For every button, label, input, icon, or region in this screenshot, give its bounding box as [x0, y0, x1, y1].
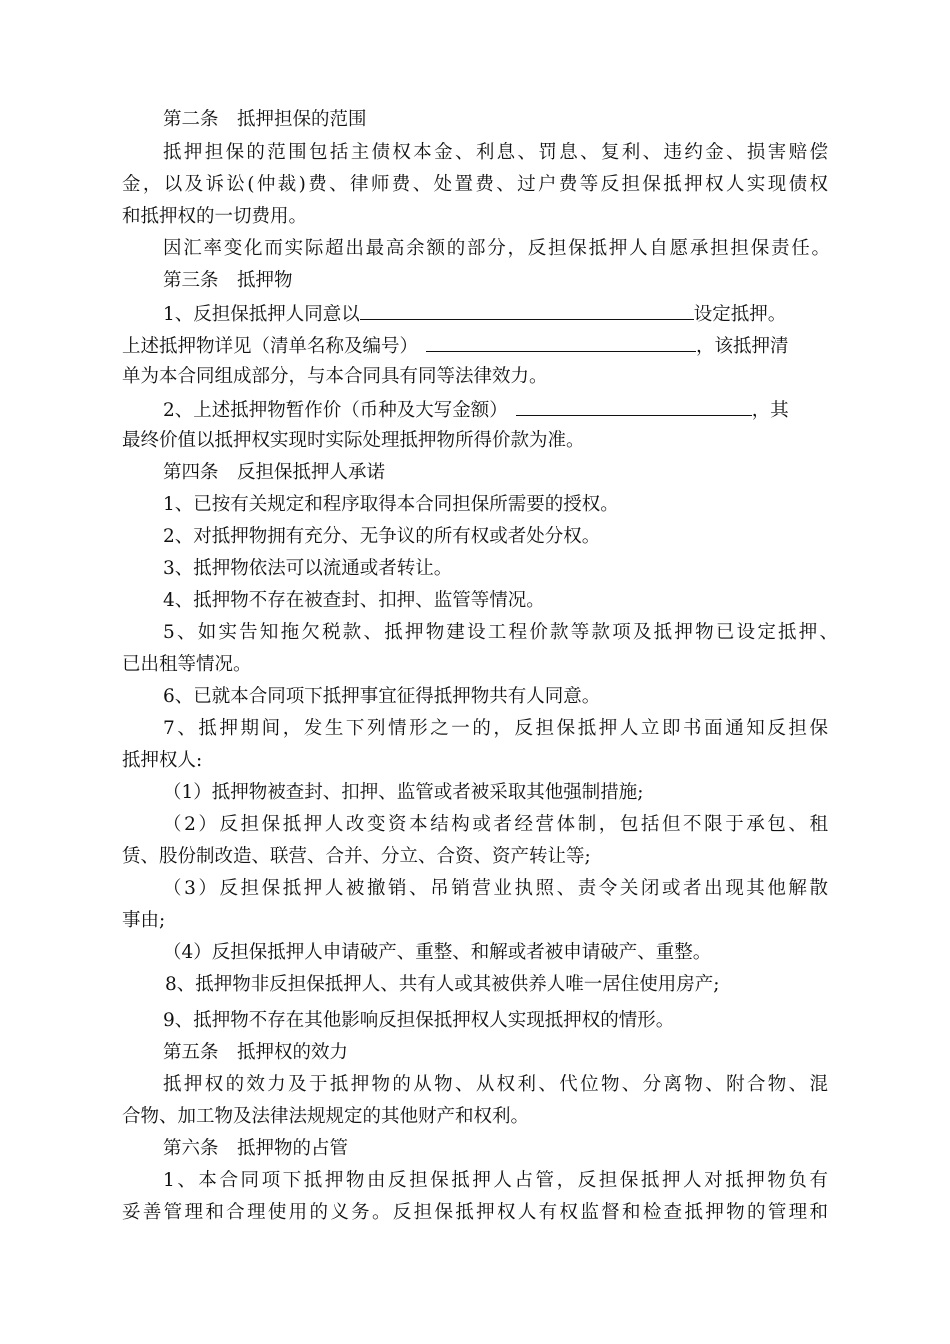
list-item: 5、如实告知拖欠税款、抵押物建设工程价款等款项及抵押物已设定抵押、	[163, 622, 838, 643]
sub-item-cont: 事由;	[122, 910, 166, 931]
article-3-item-2	[163, 397, 789, 423]
paragraph-line: 金，以及诉讼(仲裁)费、律师费、处置费、过户费等反担保抵押权人实现债权	[122, 174, 828, 195]
sub-item: （2）反担保抵押人改变资本结构或者经营体制，包括但不限于承包、租	[163, 814, 828, 835]
list-item: 1、已按有关规定和程序取得本合同担保所需要的授权。	[163, 494, 619, 515]
list-item-cont: 已出租等情况。	[122, 654, 252, 675]
sub-item: （1）抵押物被查封、扣押、监管或者被采取其他强制措施;	[163, 782, 644, 803]
fill-in-blank-collateral[interactable]	[360, 301, 694, 320]
paragraph-line: 抵押担保的范围包括主债权本金、利息、罚息、复利、违约金、损害赔偿	[163, 142, 828, 163]
item-text: 2、上述抵押物暂作价（币种及大写金额）	[163, 400, 508, 421]
item-text: ，该抵押清	[696, 336, 789, 357]
article-5-heading: 第五条 抵押权的效力	[163, 1042, 349, 1063]
list-item: 1、本合同项下抵押物由反担保抵押人占管，反担保抵押人对抵押物负有	[163, 1170, 828, 1191]
article-3-heading: 第三条 抵押物	[163, 270, 293, 291]
list-item: 8、抵押物非反担保抵押人、共有人或其被供养人唯一居住使用房产;	[165, 974, 720, 995]
list-item: 2、对抵押物拥有充分、无争议的所有权或者处分权。	[163, 526, 601, 547]
paragraph-line: 最终价值以抵押权实现时实际处理抵押物所得价款为准。	[122, 430, 585, 451]
article-6-heading: 第六条 抵押物的占管	[163, 1138, 349, 1159]
item-text: 上述抵押物详见（清单名称及编号）	[122, 336, 419, 357]
list-item: 9、抵押物不存在其他影响反担保抵押权人实现抵押权的情形。	[163, 1010, 675, 1031]
list-item: 4、抵押物不存在被查封、扣押、监管等情况。	[163, 590, 545, 611]
item-text: ，其	[751, 400, 789, 421]
article-2-heading: 第二条 抵押担保的范围	[163, 109, 367, 130]
paragraph-line: 因汇率变化而实际超出最高余额的部分，反担保抵押人自愿承担担保责任。	[163, 238, 830, 259]
list-item: 3、抵押物依法可以流通或者转让。	[163, 558, 453, 579]
list-item: 7、抵押期间，发生下列情形之一的，反担保抵押人立即书面通知反担保	[163, 718, 828, 739]
article-3-item-1-cont	[122, 333, 789, 359]
fill-in-blank-amount[interactable]	[516, 397, 752, 416]
sub-item-cont: 赁、股份制改造、联营、合并、分立、合资、资产转让等;	[122, 846, 591, 867]
paragraph-line: 单为本合同组成部分，与本合同具有同等法律效力。	[122, 366, 548, 387]
paragraph-line: 抵押权的效力及于抵押物的从物、从权利、代位物、分离物、附合物、混	[163, 1074, 828, 1095]
paragraph-line: 合物、加工物及法律法规规定的其他财产和权利。	[122, 1106, 530, 1127]
item-text: 1、反担保抵押人同意以	[163, 304, 360, 325]
sub-item: （4）反担保抵押人申请破产、重整、和解或者被申请破产、重整。	[163, 942, 712, 963]
paragraph-line: 和抵押权的一切费用。	[122, 206, 308, 227]
list-item-cont: 妥善管理和合理使用的义务。反担保抵押权人有权监督和检查抵押物的管理和	[122, 1202, 828, 1223]
list-item: 6、已就本合同项下抵押事宜征得抵押物共有人同意。	[163, 686, 601, 707]
item-text: 设定抵押。	[693, 304, 787, 325]
sub-item: （3）反担保抵押人被撤销、吊销营业执照、责令关闭或者出现其他解散	[163, 878, 828, 899]
fill-in-blank-list-name[interactable]	[426, 333, 696, 352]
list-item-cont: 抵押权人:	[122, 750, 203, 771]
article-4-heading: 第四条 反担保抵押人承诺	[163, 462, 386, 483]
article-3-item-1	[163, 301, 786, 327]
